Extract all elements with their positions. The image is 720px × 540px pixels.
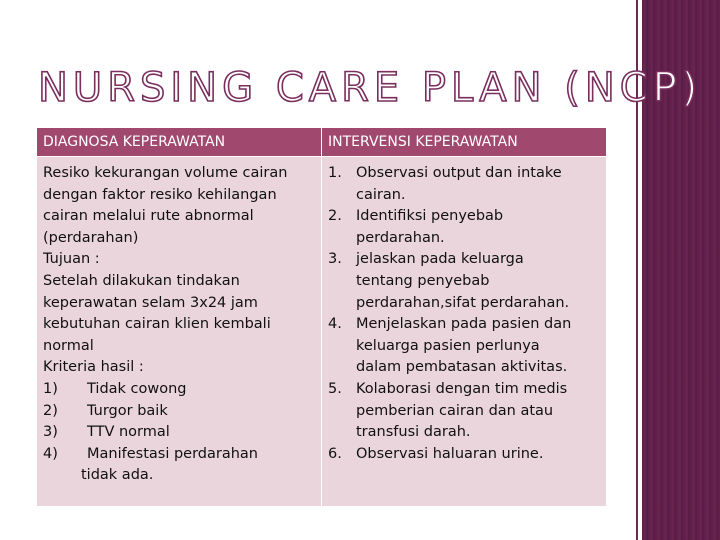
table-header-row	[37, 128, 607, 157]
criteria-label: Kriteria hasil :	[43, 359, 144, 376]
intervention-item	[328, 379, 600, 444]
intervention-item	[328, 206, 600, 249]
intervention-list	[328, 163, 600, 465]
intervention-text: jelaskan pada keluarga	[356, 251, 524, 268]
criteria-item-continuation: tidak ada.	[81, 467, 154, 484]
intervention-text: pemberian cairan dan atau	[356, 402, 554, 419]
intervention-text: Kolaborasi dengan tim medis	[356, 380, 568, 397]
goal-label: Tujuan :	[43, 251, 100, 268]
ncp-table	[36, 127, 607, 507]
intervention-text: keluarga pasien perlunya	[356, 337, 540, 354]
table-row	[37, 157, 607, 507]
diagnosis-line: cairan melalui rute abnormal	[43, 208, 254, 225]
intervention-text: transfusi darah.	[356, 424, 471, 441]
goal-line: Setelah dilakukan tindakan	[43, 272, 240, 289]
diagnosis-line: dengan faktor resiko kehilangan	[43, 186, 277, 203]
header-intervensi: INTERVENSI KEPERAWATAN	[322, 128, 607, 157]
intervention-text: Identifiksi penyebab	[356, 208, 504, 225]
intervention-number: 1.	[328, 165, 342, 181]
criteria-item: 1) Tidak cowong	[43, 380, 187, 397]
intervention-text: perdarahan.	[356, 229, 445, 246]
intervention-text: dalam pembatasan aktivitas.	[356, 359, 568, 376]
intervention-text: cairan.	[356, 186, 406, 203]
intervention-text: perdarahan,sifat perdarahan.	[356, 294, 570, 311]
diagnosis-line: (perdarahan)	[43, 229, 139, 246]
intervention-item	[328, 163, 600, 206]
criteria-item: 3) TTV normal	[43, 424, 170, 441]
intervention-number: 4.	[328, 316, 342, 333]
intervention-text: Observasi haluaran urine.	[356, 445, 544, 462]
intervention-item	[328, 444, 600, 466]
diagnosis-cell	[37, 157, 322, 507]
goal-line: keperawatan selam 3x24 jam	[43, 294, 258, 311]
header-diagnosa: DIAGNOSA KEPERAWATAN	[37, 128, 322, 157]
intervention-item	[328, 249, 600, 314]
criteria-item: 2) Turgor baik	[43, 402, 168, 419]
diagnosis-line: Resiko kekurangan volume cairan	[43, 165, 288, 181]
intervention-text: tentang penyebab	[356, 272, 490, 289]
intervention-number: 2.	[328, 208, 342, 225]
intervention-number: 3.	[328, 251, 342, 268]
intervention-text: Observasi output dan intake	[356, 165, 562, 181]
intervention-number: 5.	[328, 380, 342, 397]
intervention-cell	[322, 157, 607, 507]
page-title: NURSING CARE PLAN (NCP)	[38, 65, 703, 111]
goal-line: kebutuhan cairan klien kembali	[43, 316, 271, 333]
criteria-item: 4) Manifestasi perdarahan	[43, 445, 258, 462]
intervention-text: Menjelaskan pada pasien dan	[356, 316, 572, 333]
goal-line: normal	[43, 337, 94, 354]
intervention-item	[328, 314, 600, 379]
intervention-number: 6.	[328, 445, 342, 462]
